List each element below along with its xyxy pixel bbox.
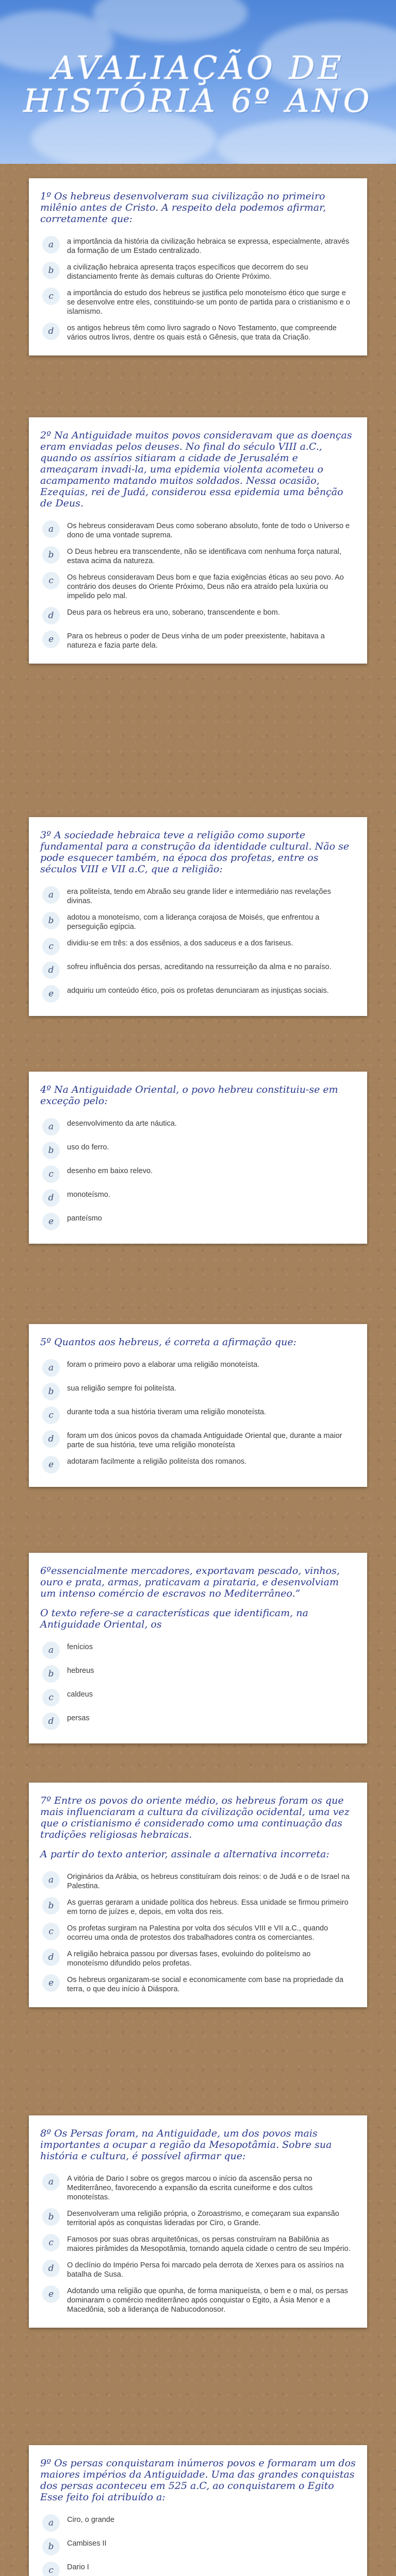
option-text: Famosos por suas obras arquitetônicas, os persas construíram na Babilônia as maiores pirâmides da Mesopotâmia, tornando aquela cidade o centro de seu Império.	[67, 2235, 351, 2253]
option-letter: c	[42, 1923, 60, 1940]
option-letter: d	[42, 1948, 60, 1966]
option-letter: d	[42, 323, 60, 340]
answer-option[interactable]	[40, 1662, 356, 1686]
question-card-5	[29, 1324, 367, 1487]
answer-option[interactable]	[40, 1139, 356, 1162]
option-letter: d	[42, 607, 60, 624]
option-letter: a	[42, 1359, 60, 1377]
option-letter: b	[42, 1665, 60, 1683]
option-letter: c	[42, 287, 60, 305]
option-letter: e	[42, 1213, 60, 1230]
option-text: hebreus	[67, 1667, 94, 1675]
question-card-4	[29, 1072, 367, 1244]
question-card-6	[29, 1553, 367, 1743]
option-text: sua religião sempre foi politeísta.	[67, 1384, 176, 1393]
page-header	[0, 0, 396, 164]
answer-option[interactable]	[40, 604, 356, 628]
answer-option[interactable]	[40, 233, 356, 259]
answer-option[interactable]	[40, 517, 356, 543]
option-letter: b	[42, 1383, 60, 1400]
answer-option[interactable]	[40, 1380, 356, 1403]
option-text: durante toda a sua história tiveram uma religião monoteísta.	[67, 1408, 267, 1416]
option-letter: a	[42, 1871, 60, 1889]
answer-option[interactable]	[40, 1403, 356, 1427]
option-text: desenho em baixo relevo.	[67, 1167, 153, 1175]
option-text: Os hebreus organizaram-se social e economicamente com base na propriedade da terra, o que deu início à Diáspora.	[67, 1976, 343, 1993]
option-text: fenícios	[67, 1643, 93, 1651]
option-letter: c	[42, 2234, 60, 2251]
option-text: Originários da Arábia, os hebreus constituíram dois reinos: o de Judá e o de Israel na Palestina.	[67, 1873, 350, 1890]
option-letter: a	[42, 2514, 60, 2532]
option-text: Ciro, o grande	[67, 2516, 114, 2524]
question-text: 9º Os persas conquistaram inúmeros povos e formaram um dos maiores impérios da Antiguidade. Uma das grandes conquistas dos persas aconteceu em 525 a.C, ao conquistarem o Egito Esse feito foi atribuído a:	[40, 2458, 356, 2503]
answer-option[interactable]	[40, 1686, 356, 1709]
answer-option[interactable]	[40, 1709, 356, 1733]
option-text: As guerras geraram a unidade política dos hebreus. Essa unidade se firmou primeiro em torno de juízes e, depois, em volta dos reis.	[67, 1899, 349, 1916]
option-letter: b	[42, 2538, 60, 2555]
option-text: foram um dos únicos povos da chamada Antiguidade Oriental que, durante a maior parte de sua história, teve uma religião monoteísta	[67, 1432, 342, 1449]
option-text: adquiriu um conteúdo ético, pois os profetas denunciaram as injustiças sociais.	[67, 987, 329, 995]
option-letter: c	[42, 1689, 60, 1706]
answer-option[interactable]	[40, 958, 356, 982]
answer-option[interactable]	[40, 2170, 356, 2205]
option-letter: d	[42, 961, 60, 979]
option-text: Dario I	[67, 2563, 89, 2571]
option-text: Os hebreus consideravam Deus bom e que fazia exigências éticas ao seu povo. Ao contrário dos deuses do Oriente Próximo, Deus não era atraído pela luxúria ou impelido pelo mal.	[67, 573, 344, 600]
answer-option[interactable]	[40, 319, 356, 345]
answer-option[interactable]	[40, 1162, 356, 1186]
cloud-decoration	[217, 118, 396, 164]
question-text: 1º Os hebreus desenvolveram sua civilização no primeiro milênio antes de Cristo. A respeito dela podemos afirmar, corretamente que:	[40, 191, 326, 225]
option-letter: b	[42, 912, 60, 929]
answer-option[interactable]	[40, 2282, 356, 2317]
option-letter: a	[42, 236, 60, 253]
answer-option[interactable]	[40, 284, 356, 319]
option-text: panteísmo	[67, 1214, 102, 1223]
page-title: AVALIAÇÃO DE HISTÓRIA 6º ANO	[23, 49, 373, 120]
option-text: a civilização hebraica apresenta traços específicos que decorrem do seu distanciamento frente às demais culturas do Oriente Próximo.	[67, 263, 308, 281]
question-card-9	[29, 2445, 367, 2576]
answer-option[interactable]	[40, 2535, 356, 2558]
answer-option[interactable]	[40, 2558, 356, 2576]
question-card-2	[29, 417, 367, 664]
option-text: persas	[67, 1714, 90, 1722]
option-text: a importância da história da civilização hebraica se expressa, especialmente, através da formação de um Estado centralizado.	[67, 238, 350, 255]
option-letter: c	[42, 1406, 60, 1424]
question-text: 5º Quantos aos hebreus, é correta a afirmação que:	[40, 1336, 296, 1348]
option-letter: c	[42, 1165, 60, 1183]
option-letter: c	[42, 2562, 60, 2576]
option-letter: b	[42, 1897, 60, 1914]
answer-option[interactable]	[40, 1638, 356, 1662]
option-text: O declínio do Império Persa foi marcado pela derrota de Xerxes para os assírios na batalha de Susa.	[67, 2261, 344, 2279]
answer-option[interactable]	[40, 1453, 356, 1477]
question-text: 2º Na Antiguidade muitos povos consideravam que as doenças eram enviadas pelos deuses. No final do século VIII a.C., quando os assírios sitiaram a cidade de Jerusalém e ameaçaram invadi-la, uma epidemia violenta acometeu o acampamento matando muitos soldados. Nessa ocasião, Ezequias, rei de Judá, considerou essa epidemia uma bênção de Deus.	[40, 430, 352, 509]
option-text: desenvolvimento da arte náutica.	[67, 1120, 177, 1128]
option-text: caldeus	[67, 1690, 93, 1699]
option-text: O Deus hebreu era transcendente, não se identificava com nenhuma força natural, estava acima da natureza.	[67, 548, 341, 565]
option-letter: b	[42, 1142, 60, 1159]
answer-option[interactable]	[40, 2231, 356, 2257]
option-text: sofreu influência dos persas, acreditando na ressurreição da alma e no paraíso.	[67, 963, 332, 971]
option-letter: d	[42, 1189, 60, 1207]
option-text: monoteísmo.	[67, 1191, 110, 1199]
answer-option[interactable]	[40, 909, 356, 935]
option-letter: e	[42, 1456, 60, 1473]
option-text: Adotando uma religião que opunha, de forma maniqueísta, o bem e o mal, os persas dominaram o comércio mediterrâneo após conquistar o Egito, a Ásia Menor e a Macedônia, sob a liderança de Nabucodonosor.	[67, 2287, 348, 2314]
answer-option[interactable]	[40, 1971, 356, 1997]
question-card-1	[29, 178, 367, 355]
option-letter: e	[42, 1974, 60, 1992]
option-letter: d	[42, 1713, 60, 1730]
question-card-7	[29, 1783, 367, 2007]
option-text: Desenvolveram uma religião própria, o Zoroastrismo, e começaram sua expansão territorial após as conquistas lideradas por Ciro, o Grande.	[67, 2210, 339, 2227]
question-text: 7º Entre os povos do oriente médio, os hebreus foram os que mais influenciaram a cultura da civilização ocidental, uma vez que o cristianismo é considerado como uma continuação das tradições religiosas hebraicas.	[40, 1795, 350, 1840]
option-letter: d	[42, 1430, 60, 1448]
option-letter: a	[42, 1641, 60, 1659]
answer-option[interactable]	[40, 2257, 356, 2282]
option-letter: a	[42, 886, 60, 904]
answer-option[interactable]	[40, 982, 356, 1006]
answer-option[interactable]	[40, 2205, 356, 2231]
option-letter: a	[42, 1118, 60, 1136]
answer-option[interactable]	[40, 2511, 356, 2535]
option-text: dividiu-se em três: a dos essênios, a dos saduceus e a dos fariseus.	[67, 939, 293, 947]
option-text: os antigos hebreus têm como livro sagrado o Novo Testamento, que compreende vários outros livros, dentre os quais está o Gênesis, que trata da Criação.	[67, 324, 337, 342]
option-text: Os hebreus consideravam Deus como soberano absoluto, fonte de todo o Universo e dono de uma vontade suprema.	[67, 522, 350, 539]
option-text: Deus para os hebreus era uno, soberano, transcendente e bom.	[67, 608, 280, 617]
question-card-3	[29, 817, 367, 1016]
answer-option[interactable]	[40, 1356, 356, 1380]
option-letter: c	[42, 938, 60, 955]
option-letter: e	[42, 985, 60, 1003]
answer-option[interactable]	[40, 935, 356, 958]
option-text: adotou a monoteísmo, com a liderança corajosa de Moisés, que enfrentou a perseguição egípcia.	[67, 913, 320, 931]
question-text: 4º Na Antiguidade Oriental, o povo hebreu constituiu-se em exceção pelo:	[40, 1084, 338, 1107]
option-text: foram o primeiro povo a elaborar uma religião monoteísta.	[67, 1361, 260, 1369]
question-prompt: A partir do texto anterior, assinale a alternativa incorreta:	[40, 1849, 329, 1860]
answer-option[interactable]	[40, 1210, 356, 1233]
option-text: A religião hebraica passou por diversas fases, evoluindo do politeísmo ao monoteísmo difundido pelos profetas.	[67, 1950, 311, 1968]
option-letter: d	[42, 2260, 60, 2277]
question-prompt: O texto refere-se a características que identificam, na Antiguidade Oriental, os	[40, 1607, 308, 1630]
option-letter: b	[42, 2208, 60, 2226]
answer-option[interactable]	[40, 1945, 356, 1971]
option-text: a importância do estudo dos hebreus se justifica pelo monoteísmo ético que surge e se desenvolve entre eles, constituindo-se um ponto de partida para o cristianismo e o islamismo.	[67, 289, 350, 316]
option-text: Os profetas surgiram na Palestina por volta dos séculos VIII e VII a.C., quando ocorreu uma onda de protestos dos trabalhadores contra os comerciantes.	[67, 1924, 328, 1942]
answer-option[interactable]	[40, 628, 356, 653]
option-letter: a	[42, 520, 60, 538]
option-letter: c	[42, 572, 60, 589]
answer-option[interactable]	[40, 259, 356, 284]
answer-option[interactable]	[40, 569, 356, 604]
answer-option[interactable]	[40, 1894, 356, 1920]
option-text: era politeísta, tendo em Abraão seu grande líder e intermediário nas revelações divinas.	[67, 888, 331, 905]
question-text: 8º Os Persas foram, na Antiguidade, um dos povos mais importantes a ocupar a região da Mesopotâmia. Sobre sua história e cultura, é possível afirmar que:	[40, 2128, 332, 2162]
question-text: 6ºessencialmente mercadores, exportavam pescado, vinhos, ouro e prata, armas, praticavam a pirataria, e desenvolviam um intenso comércio de escravos no Mediterrâneo.”	[40, 1565, 340, 1599]
answer-option[interactable]	[40, 543, 356, 569]
option-text: Cambises II	[67, 2539, 107, 2548]
answer-option[interactable]	[40, 1868, 356, 1894]
option-letter: e	[42, 2285, 60, 2303]
option-text: A vitória de Dario I sobre os gregos marcou o início da ascensão persa no Mediterrâneo, favorecendo a expansão da escrita cuneiforme e dos cultos monoteístas.	[67, 2175, 313, 2201]
answer-option[interactable]	[40, 1186, 356, 1210]
answer-option[interactable]	[40, 1920, 356, 1945]
option-letter: b	[42, 546, 60, 564]
question-card-8	[29, 2115, 367, 2328]
option-text: Para os hebreus o poder de Deus vinha de um poder preexistente, habitava a natureza e fazia parte dela.	[67, 632, 325, 650]
option-letter: a	[42, 2173, 60, 2191]
answer-option[interactable]	[40, 883, 356, 909]
answer-option[interactable]	[40, 1115, 356, 1139]
answer-option[interactable]	[40, 1427, 356, 1453]
option-text: adotaram facilmente a religião politeísta dos romanos.	[67, 1458, 247, 1466]
cloud-decoration	[93, 0, 248, 41]
option-letter: b	[42, 262, 60, 279]
option-text: uso do ferro.	[67, 1143, 109, 1151]
option-letter: e	[42, 631, 60, 648]
question-text: 3º A sociedade hebraica teve a religião como suporte fundamental para a construção da identidade cultural. Não se pode esquecer também, na época dos profetas, entre os séculos VIII e VII a.C, que a religião:	[40, 829, 350, 875]
